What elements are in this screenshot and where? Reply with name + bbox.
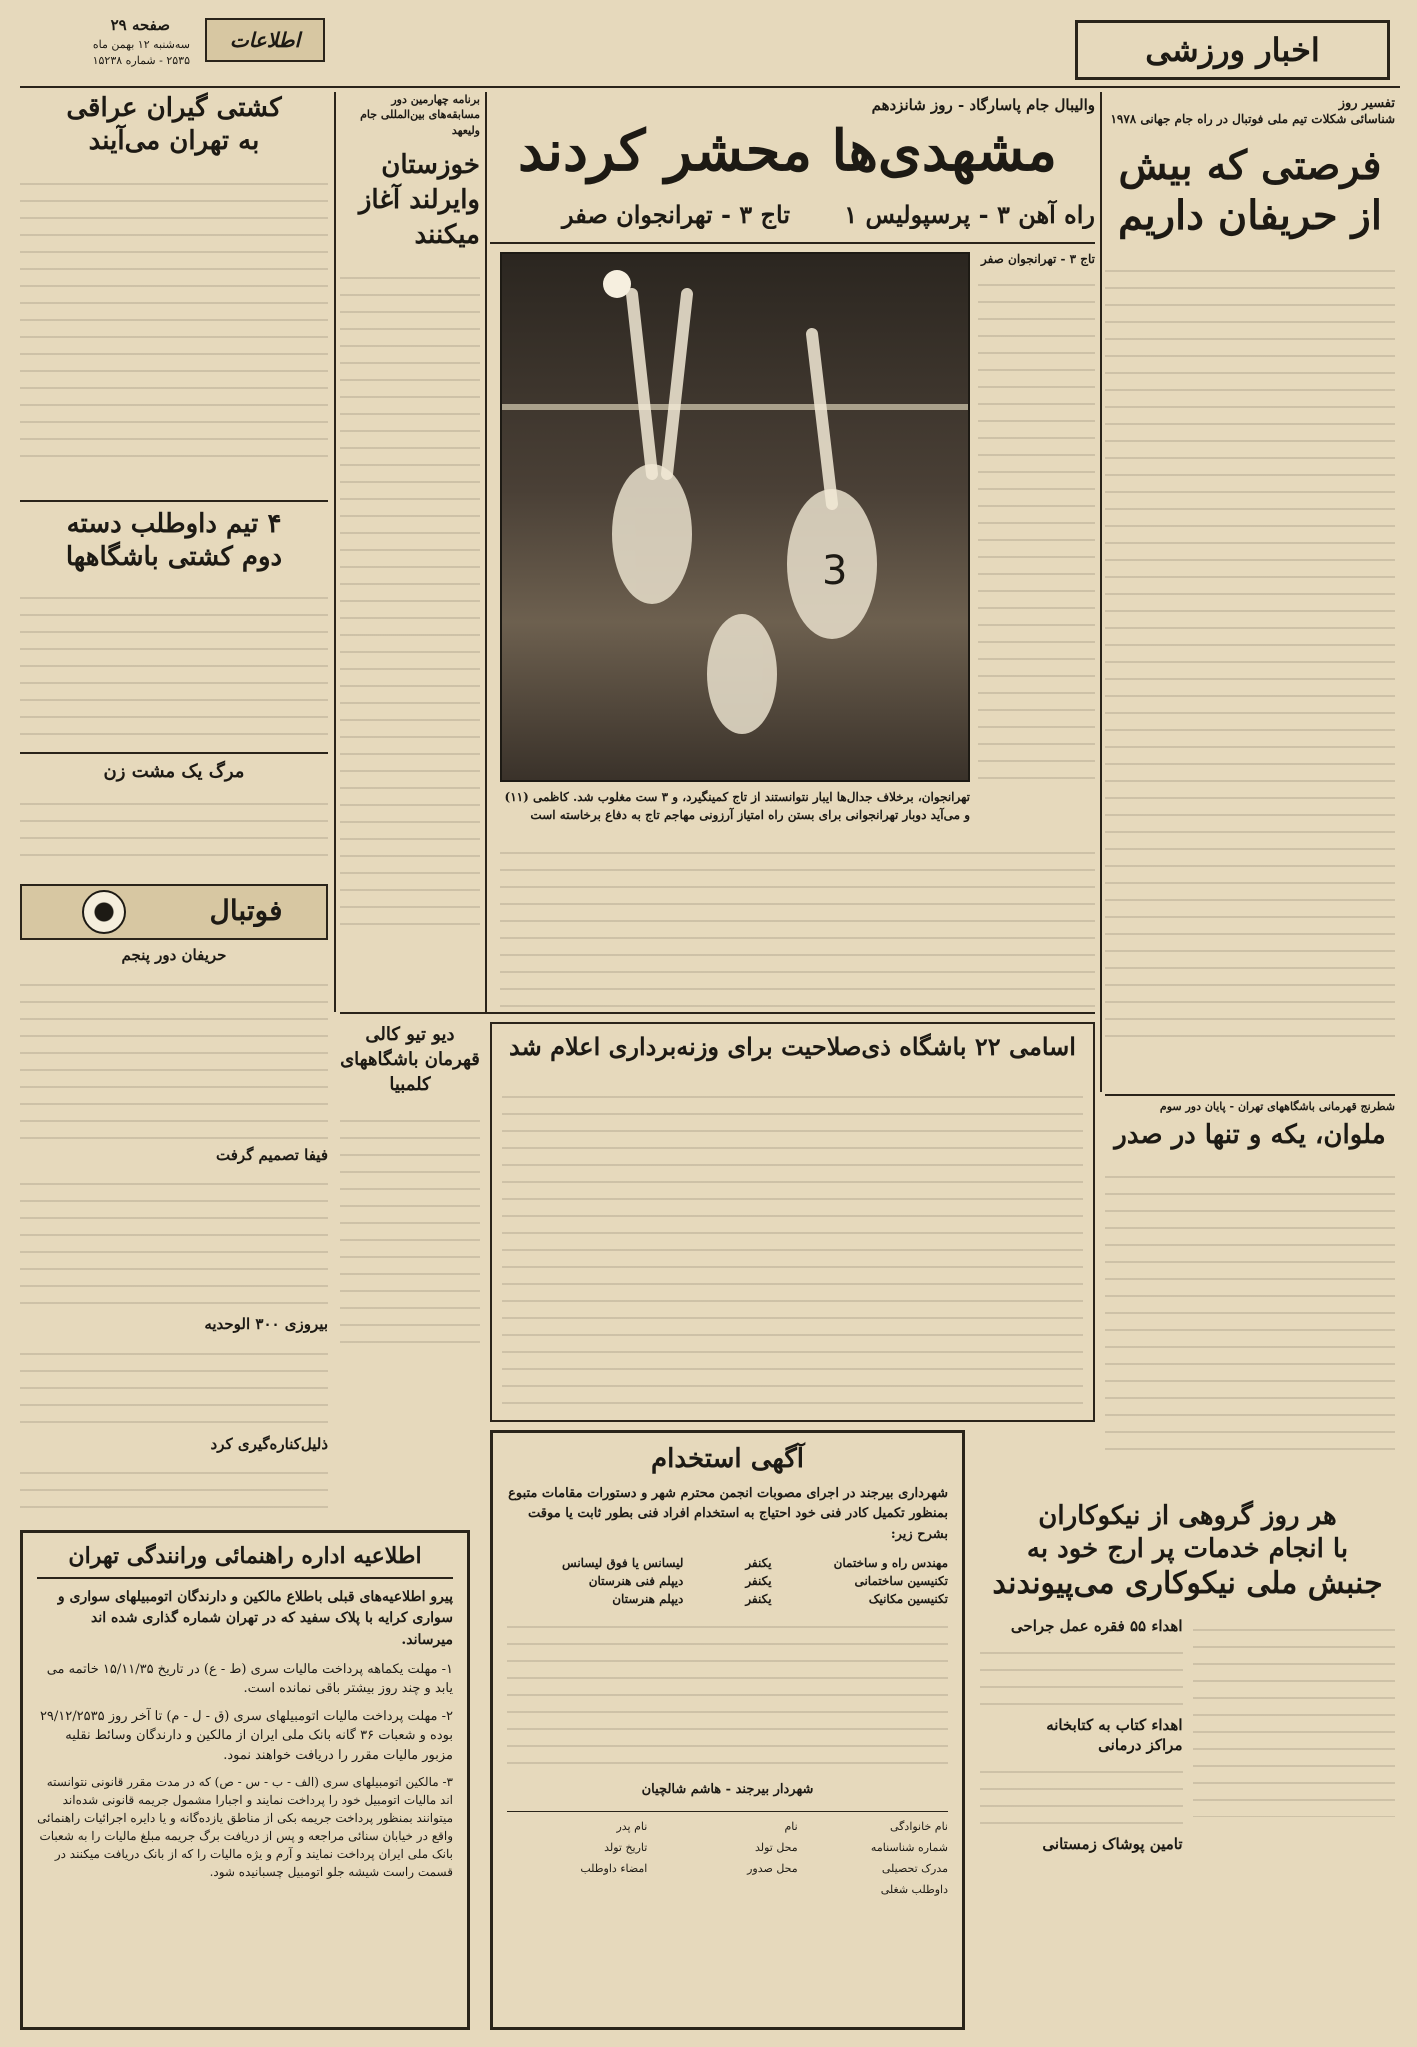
football-banner [20, 884, 328, 940]
football-body-3 [20, 1341, 328, 1431]
form-field: نام خانوادگی [890, 1819, 948, 1833]
position-title: تکنیسین ساختمانی [854, 1573, 948, 1588]
section-title [1075, 20, 1390, 80]
traffic-notice-item-1: ۱- مهلت یکماهه پرداخت مالیات سری (ط - ع) در تاریخ ۱۵/۱۱/۳۵ خاتمه می یابد و چند روز بیشتر باقی نمانده است. [46, 1661, 453, 1697]
charity-subhead-3: مراکز درمانی [1098, 1735, 1183, 1754]
employment-ad-body [507, 1614, 948, 1774]
employment-ad-positions [507, 1556, 948, 1606]
iraq-wrestling-headline-2: به تهران می‌آیند [88, 125, 260, 156]
main-story-subhead-right: راه آهن ۳ - پرسپولیس ۱ [844, 200, 1095, 229]
editorial-headline-2: از حریفان داریم [1117, 191, 1382, 239]
masthead-rule [20, 86, 1400, 88]
employment-ad-intro: شهرداری بیرجند در اجرای مصوبات انجمن محترم شهر و دستورات مقامات متبوع بمنظور تکمیل کادر فنی خود احتیاج به استخدام افراد فنی بطور ثابت یا موقت بشرح زیر: [508, 1485, 948, 1543]
charity-columns [980, 1617, 1395, 1855]
newspaper-logo [205, 18, 325, 62]
position-degree: دیپلم هنرستان [612, 1591, 684, 1606]
main-story-rule [490, 242, 1095, 244]
khuzestan-body [340, 265, 480, 925]
position-degree: لیسانس یا فوق لیسانس [562, 1555, 684, 1570]
football-subhead-4: فیفا تصمیم گرفت [216, 1145, 328, 1164]
page-number: صفحه ۲۹ [110, 16, 170, 34]
traffic-notice-item-2: ۲- مهلت پرداخت مالیات اتومبیلهای سری (ق - ل - م) تا آخر روز ۲۹/۱۲/۲۵۳۵ بوده و شعبات ۳۶ گانه بانک ملی ایران از مالکین و دارندگان وسائط نقلیه مزبور مالیات مقرر را دریافت خواهند نمود. [39, 1708, 453, 1763]
charity-body-2 [980, 1640, 1183, 1710]
khuzestan-divider-left [334, 92, 336, 1012]
charity-body-1 [1193, 1617, 1396, 1817]
chess-body [1105, 1164, 1395, 1464]
position-count: یکنفر [745, 1573, 772, 1588]
charity-body-3 [980, 1759, 1183, 1829]
employment-ad-signature: شهردار بیرجند - هاشم شالچیان [641, 1781, 814, 1797]
form-field: امضاء داوطلب [580, 1861, 648, 1875]
football-subhead: حریفان دور پنجم [121, 946, 227, 964]
form-field: محل صدور [747, 1861, 798, 1875]
volleyball-photo [500, 252, 970, 782]
main-story-lower-body [500, 840, 1095, 1010]
football-body-4 [20, 1460, 328, 1520]
weightlifting-body [502, 1084, 1083, 1410]
colombia-headline: دیو تیو کالی قهرمان باشگاههای کلمبیا [340, 1024, 480, 1096]
colombia-body [340, 1108, 480, 1358]
traffic-notice-item-3: ۳- مالکین اتومبیلهای سری (الف - ب - س - ص) که در مدت مقرر قانونی نتوانسته اند مالیات اتومبیل خود را پرداخت نمایند و اجبارا مشمول جریمه قانونی شده‌اند میتوانند بمنظور پرداخت جریمه بکی از مناطق یازده‌گانه و یا دایره اجرائیات راهنمائی واقع در خیابان سنائی مراجعه و پس از دریافت برگ جریمه مبلغ مالیات را به شعبات بانک ملی ایران پرداخت نمایند و آرم و یژه مالیات را که از بانک دریافت میکنند در قسمت راست شیشه جلو اتومبیل چسبانیده شود. [37, 1775, 453, 1880]
date-line: سه‌شنبه ۱۲ بهمن ماه [92, 38, 190, 51]
charity-subhead-2: اهداء کتاب به کتابخانه [1046, 1716, 1183, 1734]
main-story-side-kicker: تاج ۳ - تهرانجوان صفر [980, 252, 1095, 266]
main-story-headline: مشهدی‌ها محشر کردند [517, 118, 1058, 184]
obituary-story [20, 760, 328, 880]
four-teams-headline-1: ۴ تیم داوطلب دسته [66, 509, 282, 539]
form-field: محل تولد [754, 1840, 798, 1854]
iraq-wrestling-story [20, 92, 328, 492]
football-label: فوتبال [209, 894, 283, 927]
traffic-notice [20, 1530, 470, 2030]
colombia-story [340, 1022, 480, 1422]
issue-line: ۲۵۳۵ - شماره ۱۵۲۳۸ [92, 54, 190, 67]
football-subhead-2: بیروزی ۳۰۰ الوحدیه [204, 1315, 328, 1333]
position-title: تکنیسین مکانیک [868, 1591, 948, 1606]
iraq-wrestling-headline-1: کشتی گیران عراقی [66, 93, 282, 123]
form-field: نام پدر [616, 1819, 648, 1833]
employment-ad [490, 1430, 965, 2030]
charity-headline-1: هر روز گروهی از نیکوکاران [1038, 1501, 1337, 1531]
weightlifting-headline: اسامی ۲۲ باشگاه ذی‌صلاحیت برای وزنه‌برداری اعلام شد [509, 1032, 1076, 1061]
editorial-column [1105, 92, 1395, 1092]
charity-subhead-1: اهداء ۵۵ فقره عمل جراحی [1010, 1616, 1183, 1635]
obituary-headline: مرگ یک مشت زن [103, 761, 245, 782]
khuzestan-divider-right [485, 92, 487, 1012]
main-story-subhead-left: تاج ۳ - تهرانجوان صفر [561, 200, 790, 229]
position-degree: دیپلم فنی هنرستان [588, 1573, 684, 1588]
form-field: مدرک تحصیلی [881, 1861, 948, 1875]
position-row [507, 1592, 948, 1606]
chess-top-rule [1105, 1094, 1395, 1096]
khuzestan-headline: خوزستان وایرلند آغاز میکنند [358, 150, 480, 251]
charity-subhead-4: تامین پوشاک زمستانی [1042, 1835, 1183, 1853]
football-subhead-3: ذلیل‌کناره‌گیری کرد [210, 1434, 328, 1453]
football-body-1 [20, 972, 328, 1142]
section-title-text: اخبار ورزشی [1145, 31, 1320, 69]
football-story [20, 946, 328, 1526]
four-teams-story [20, 508, 328, 748]
traffic-notice-headline: اطلاعیه اداره راهنمائی ورانندگی تهران [37, 1543, 453, 1579]
form-field: شماره شناسنامه [870, 1840, 948, 1854]
position-count: یکنفر [745, 1555, 772, 1570]
football-body-2 [20, 1171, 328, 1311]
svg-text:3: 3 [822, 548, 848, 594]
form-field: نام [784, 1819, 798, 1833]
position-row [507, 1556, 948, 1570]
position-row [507, 1574, 948, 1588]
main-story-side-body [978, 272, 1095, 782]
chess-headline: ملوان، یکه و تنها در صدر [1114, 1120, 1386, 1150]
khuzestan-story [340, 92, 480, 1012]
charity-col-right [1193, 1617, 1396, 1855]
employment-ad-form [507, 1811, 948, 1896]
newspaper-logo-text: اطلاعات [229, 28, 301, 52]
editorial-kicker: تفسیر روز [1338, 96, 1395, 111]
weightlifting-top-rule [340, 1012, 1095, 1014]
chess-story [1105, 1100, 1395, 1500]
charity-headline-2: با انجام خدمات پر ارج خود به [1026, 1533, 1349, 1564]
editorial-subkicker: شناسائی شکلات تیم ملی فوتبال در راه جام جهانی ۱۹۷۸ [1110, 112, 1395, 126]
traffic-notice-intro: پیرو اطلاعیه‌های قبلی باطلاع مالکین و دارندگان اتومبیلهای سواری و سواری کرایه با پلاک سفید که در تهران شماره گذاری شده اند میرساند. [57, 1588, 453, 1648]
obituary-body [20, 791, 328, 871]
weightlifting-story [490, 1022, 1095, 1422]
charity-headline-3: جنبش ملی نیکوکاری می‌پیوندند [992, 1566, 1383, 1601]
iraq-wrestling-rule [20, 500, 328, 502]
iraq-wrestling-body [20, 171, 328, 461]
form-field: تاریخ تولد [604, 1840, 648, 1854]
football-ball-icon [82, 890, 126, 934]
charity-story [980, 1500, 1395, 2030]
position-title: مهندس راه و ساختمان [833, 1555, 948, 1570]
position-count: یکنفر [745, 1591, 772, 1606]
editorial-headline-1: فرصتی که بیش [1118, 141, 1382, 189]
photo-caption: تهرانجوان، برخلاف جدال‌ها ایبار نتوانستند از تاج کمینگیرد، و ۳ ست مغلوب شد. کاظمی (۱۱) و می‌آید دوبار تهرانجوانی برای بستن راه امتیاز آرزونی مهاجم تاج به دفاع برخاسته است [504, 790, 970, 822]
main-story-kicker: والیبال جام پاسارگاد - روز شانزدهم [871, 96, 1095, 114]
employment-ad-headline: آگهی استخدام [651, 1444, 804, 1474]
form-field: داوطلب شغلی [880, 1882, 948, 1896]
chess-kicker: شطرنج قهرمانی باشگاههای تهران - پایان دور سوم [1159, 1100, 1395, 1113]
editorial-body [1105, 258, 1395, 1048]
charity-col-left [980, 1617, 1183, 1855]
four-teams-headline-2: دوم کشتی باشگاهها [65, 541, 283, 572]
khuzestan-kicker: برنامه چهارمین دور مسابقه‌های بین‌المللی جام ولیعهد [360, 93, 480, 137]
editorial-divider [1100, 92, 1102, 1092]
four-teams-rule [20, 752, 328, 754]
four-teams-body [20, 585, 328, 735]
volleyball-photo-art [502, 254, 968, 780]
